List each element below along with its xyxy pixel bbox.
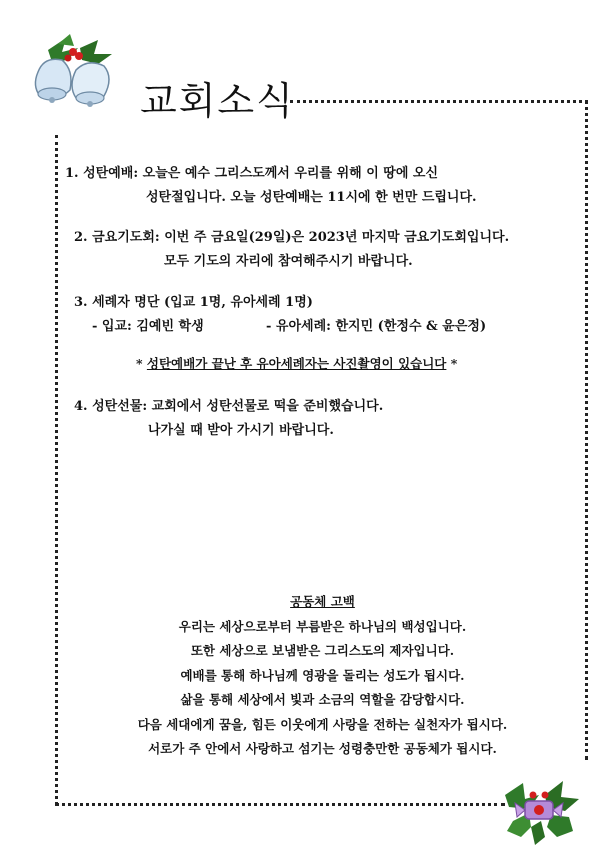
news-item-3-line-1: 3. 세례자 명단 (입교 1명, 유아세례 1명) (74, 295, 313, 310)
news-item-2-line-2: 모두 기도의 자리에 참여해주시기 바랍니다. (164, 254, 413, 269)
community-confession (60, 590, 585, 762)
frame-border-left (55, 135, 58, 805)
christmas-bells-icon (18, 30, 138, 120)
notice-star-right: * (446, 356, 458, 371)
page-title: 교회소식 (140, 79, 295, 123)
news-item-4-line-1: 4. 성탄선물: 교회에서 성탄선물로 떡을 준비했습니다. (74, 399, 384, 414)
news-item-2-line-1: 2. 금요기도회: 이번 주 금요일(29일)은 2023년 마지막 금요기도회입니다. (74, 230, 510, 245)
notice-text: 성탄예배가 끝난 후 유아세례자는 사진촬영이 있습니다 (146, 356, 447, 371)
confession-line: 또한 세상으로 보냄받은 그리스도의 제자입니다. (190, 643, 455, 658)
photo-notice (136, 354, 457, 372)
news-item-1-line-2: 성탄절입니다. 오늘 성탄예배는 11시에 한 번만 드립니다. (146, 190, 477, 205)
frame-border-bottom (55, 803, 505, 806)
news-item-3-confirmation: - 입교: 김예빈 학생 (92, 319, 204, 334)
confession-line: 예배를 통해 하나님께 영광을 돌리는 성도가 됩시다. (180, 667, 465, 683)
confession-line: 다음 세대에게 꿈을, 힘든 이웃에게 사랑을 전하는 실천자가 됩시다. (137, 716, 508, 732)
confession-title: 공동체 고백 (290, 594, 355, 609)
confession-line: 서로가 주 안에서 사랑하고 섬기는 성령충만한 공동체가 됩시다. (148, 741, 497, 756)
news-item-1-line-1: 1. 성탄예배: 오늘은 예수 그리스도께서 우리를 위해 이 땅에 오신 (65, 166, 439, 181)
holly-ornament-icon (495, 765, 585, 850)
notice-star-left: * (136, 356, 147, 371)
confession-line: 삶을 통해 세상에서 빛과 소금의 역할을 감당합시다. (180, 692, 465, 707)
news-item-4-line-2: 나가실 때 받아 가시기 바랍니다. (148, 423, 334, 438)
confession-line: 우리는 세상으로부터 부름받은 하나님의 백성입니다. (178, 618, 467, 634)
news-item-3-infant-baptism: - 유아세례: 한지민 (한정수 & 윤은정) (266, 319, 487, 334)
frame-border-right (585, 100, 588, 760)
frame-border-top (290, 100, 588, 103)
